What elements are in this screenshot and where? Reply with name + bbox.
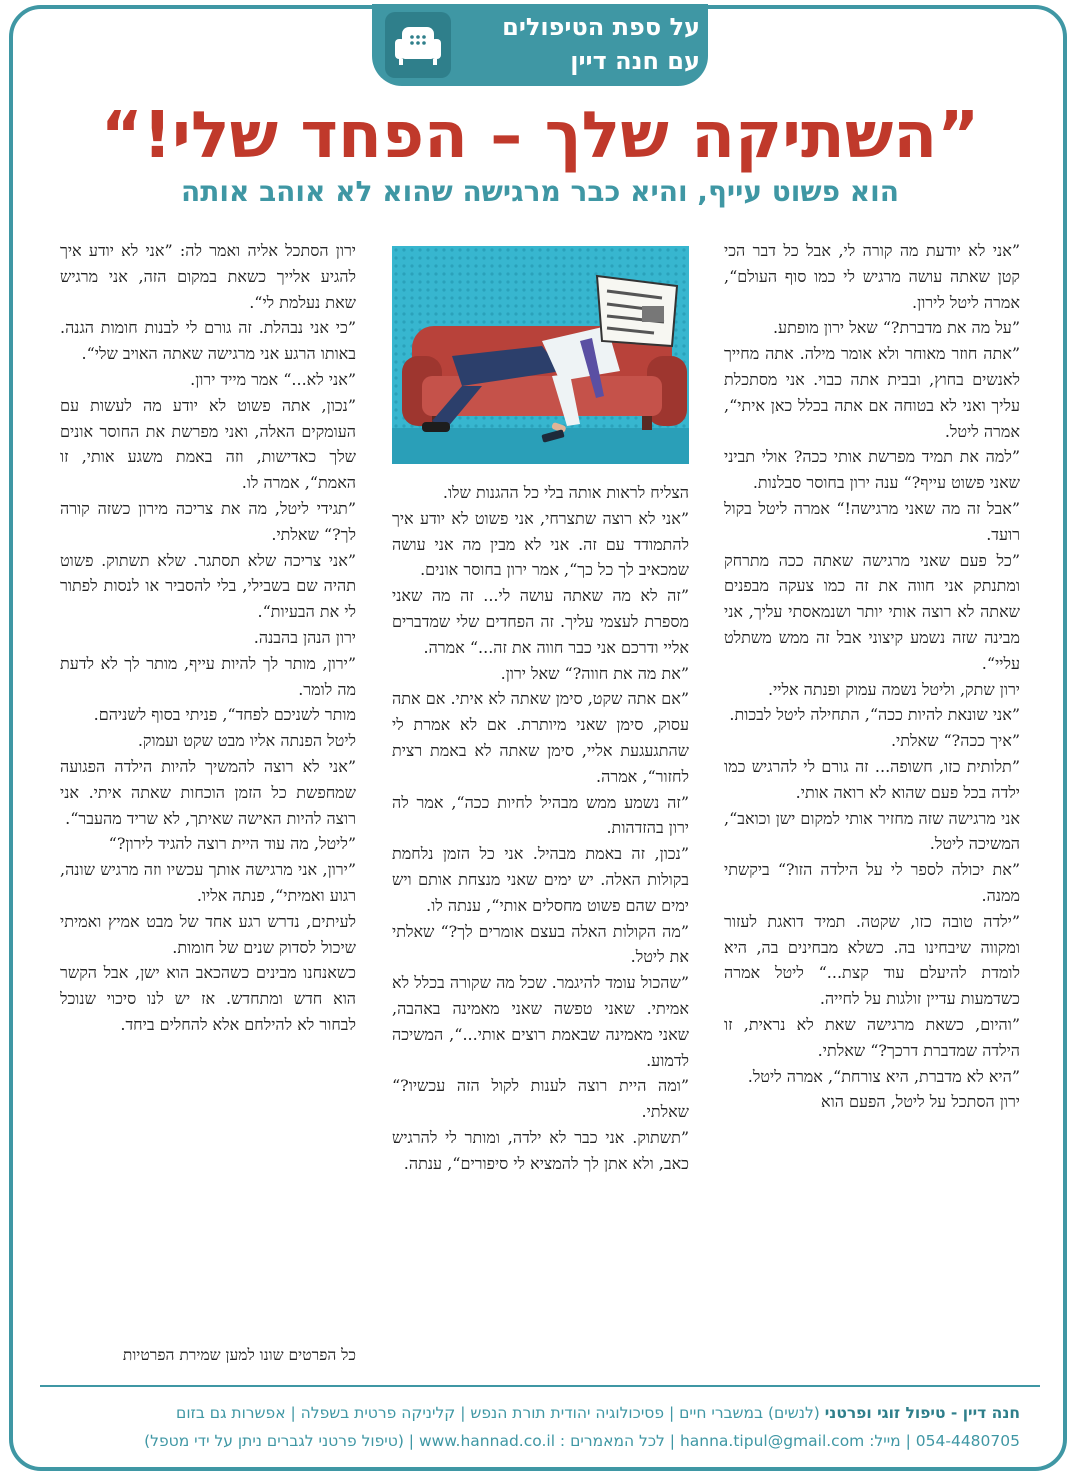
paragraph: מותר לשניכם לפחד“, פניתי בסוף לשניהם. xyxy=(93,705,356,725)
paragraph: ”תלותית כזו, חשופה... זה גורם לי להרגיש כמו ילדה בכל פעם שהוא לא רואה אותי. xyxy=(724,756,1020,802)
article-column-left xyxy=(60,238,356,1328)
paragraph: ”למה את תמיד מפרשת אותי ככה? אולי תביני שאני פשוט עייף?“ ענה ירון בחוסר סבלנות. xyxy=(724,447,1020,493)
paragraph: ”אם אתה שקט, סימן שאתה לא איתי. אם אתה עסוק, סימן שאני מיותרת. אם לא אמרת לי שהתגעגעת אליי, סימן שאתה לא באמת רצית לחזור“, אמרה. xyxy=(392,689,689,786)
paragraph: ”אני לא...“ אמר מייד ירון. xyxy=(190,369,356,389)
paragraph: ”ירון, מותר לך להיות עייף, מותר לך לא לדעת מה לומר. xyxy=(60,653,356,699)
paragraph: ”את מה את חווה?“ שאל ירון. xyxy=(500,663,689,683)
paragraph: ”שהכול עומד להיגמר. שכל מה שקורה בכלל לא אמיתי. שאני טפשה שאני מאמינה באהבה, שאני מאמינה שבאמת רוצים אותי...“, המשיכה לדמוע. xyxy=(392,973,689,1070)
footer-line-1 xyxy=(40,1400,1020,1426)
privacy-note: כל הפרטים שונו למען שמירת הפרטיות xyxy=(122,1346,356,1364)
paragraph: ”ומה היית רוצה לענות לקול הזה עכשיו?“ שאלתי. xyxy=(392,1076,689,1122)
paragraph: לעיתים, נדרש רגע אחד של מבט אמיץ ואמיתי שיכול לסדוק שנים של חומות. xyxy=(60,911,356,957)
paragraph: ”אני לא רוצה להמשיך להיות הילדה הפגועה שמחפשת כל הזמן הוכחות שאתה איתי. אני רוצה להיות האישה שאיתך, לא שריד מהעבר“. xyxy=(60,756,356,828)
paragraph: ”והיום, כשאת מרגישה שאת לא נראית, זו הילדה שמדברת דרכך?“ שאלתי. xyxy=(724,1014,1020,1060)
paragraph: ”אני צריכה שלא תסתגר. שלא תשתוק. פשוט תהיה שם בשבילי, בלי להסביר או לנסות לפתור לי את הבעיות“. xyxy=(60,550,356,622)
paragraph: ירון הסתכל על ליטל, הפעם הוא xyxy=(821,1092,1020,1112)
paragraph: ”ילדה טובה כזו, שקטה. תמיד דואגת לעזור ומקווה שיבחינו בה. כשלא מבחינים בה, היא לומדת להיעלם עוד קצת...“ ליטל אמרה כשדמעות עדיין זולגות על לחייה. xyxy=(724,911,1020,1009)
paragraph: ”אבל זה מה שאני מרגישה!“ אמרה ליטל בקול רועד. xyxy=(724,498,1020,544)
paragraph: ”את יכולה לספר לי על הילדה הזו?“ ביקשתי ממנה. xyxy=(724,860,1020,905)
paragraph: ”אני שונאת להיות ככה“, התחילה ליטל לבכות. xyxy=(729,705,1020,725)
paragraph: ”תגידי ליטל, מה את צריכה מירון כשזה קורה לך?“ שאלתי. xyxy=(60,498,356,544)
article-column-middle xyxy=(392,480,689,1370)
paragraph: ירון הסתכל אליה ואמר לה: ”אני לא יודע איך להגיע אלייך כשאת במקום הזה, אני מרגיש שאת נעלמת לי“. xyxy=(60,241,356,312)
paragraph: ”איך ככה?“ שאלתי. xyxy=(890,731,1020,751)
armchair-icon xyxy=(385,12,451,78)
paragraph: כשאנחנו מבינים כשהכאב הוא ישן, אבל הקשר הוא חדש ומתחדש. אז יש לנו סיכוי שנוכל לבחור לא להילחם אלא להחלים ביחד. xyxy=(60,963,356,1034)
paragraph: ”זה לא מה שאתה עושה לי... זה מה שאני מספרת לעצמי עליך. זה הפחדים שלי שמדברים אליי ודרכם אני כבר חווה את זה...“ אמרה. xyxy=(392,586,689,657)
paragraph: ירון הנהן בהבנה. xyxy=(253,627,356,647)
footer-divider xyxy=(40,1385,1040,1387)
column-author: עם חנה דיין xyxy=(570,47,700,75)
paragraph: ירון שתק, וליטל נשמה עמוק ופנתה אליי. xyxy=(767,679,1020,699)
article-column-right xyxy=(724,238,1020,1368)
paragraph: ”נכון, אתה פשוט לא יודע מה לעשות עם העומקים האלה, ואני מפרשת את החוסר אונים שלך כאדישות, וזה באמת משגע אותי, זו האמת“, אמרה לו. xyxy=(60,395,356,493)
paragraph: ”אני לא רוצה שתצרחי, אני פשוט לא יודע איך להתמודד עם זה. אני לא מבין מה אני עושה שמכאיב לך כל כך“, אמר ירון בחוסר אונים. xyxy=(392,508,689,580)
paragraph: ”ירון, אני מרגישה אותך עכשיו וזה מרגיש שונה, רגוע ואמיתי“, פנתה אליו. xyxy=(60,860,356,905)
article-subtitle: הוא פשוט עייף, והיא כבר מרגישה שהוא לא אוהב אותה xyxy=(181,175,899,208)
footer-contact: 054-4480705 | מייל: hanna.tipul@gmail.com | לכל המאמרים : www.hannad.co.il | (טיפול פרטני לגברים ניתן על ידי מטפל) xyxy=(144,1432,1020,1450)
paragraph: ”אני לא יודעת מה קורה לי, אבל כל דבר הכי קטן שאתה עושה מרגיש לי כמו סוף העולם“, אמרה ליטל לירון. xyxy=(724,241,1020,312)
paragraph: ליטל הפנתה אליו מבט שקט ועמוק. xyxy=(137,731,356,751)
article-title: ”השתיקה שלך – הפחד שלי!“ xyxy=(100,99,980,173)
paragraph: ”ליטל, מה עוד היית רוצה להגיד לירון?“ xyxy=(108,834,356,854)
paragraph: ”מה הקולות האלה בעצם אומרים לך?“ שאלתי את ליטל. xyxy=(392,921,689,967)
paragraph: ”על מה את מדברת?“ שאל ירון מופתע. xyxy=(772,318,1020,338)
paragraph: הצליח לראות אותה בלי כל ההגנות שלו. xyxy=(442,483,689,502)
paragraph: ”כי אני נבהלת. זה גורם לי לבנות חומות הגנה. באותו הרגע אני מרגישה שאתה האויב שלי“. xyxy=(60,318,356,364)
paragraph: ”תשתוק. אני כבר לא ילדה, ומותר לי להרגיש כאב, ולא אתן לך להמציא לי סיפורים“, ענתה. xyxy=(392,1127,689,1173)
paragraph: ”היא לא מדברת, היא צורחת“, אמרה ליטל. xyxy=(747,1066,1020,1086)
paragraph: ”כל פעם שאני מרגישה שאתה ככה מתרחק ומתנתק אני חווה את זה כמו צעקה מבפנים שאתה לא רוצה אותי יותר ושנמאסתי עליך, אני מבינה שזה נשמע קיצוני אבל זה ממש משתלט עליי“. xyxy=(724,550,1020,673)
footer-name-title: חנה דיין - טיפול זוגי ופרטני xyxy=(824,1404,1020,1422)
man-sleeping-on-sofa-with-newspaper-illustration xyxy=(392,246,689,464)
column-header xyxy=(460,10,700,78)
column-name: על ספת הטיפולים xyxy=(502,13,700,41)
footer-services: (לנשים) במשברי חיים | פסיכולוגיה יהודית תורת הנפש | קליניקה פרטית בשפלה | אפשרות גם בזום xyxy=(176,1404,820,1422)
paragraph: אני מרגישה שזה מחזיר אותי למקום ישן וכואב“, המשיכה ליטל. xyxy=(724,808,1020,854)
paragraph: ”נכון, זה באמת מבהיל. אני כל הזמן נלחמת בקולות האלה. יש ימים שאני מנצחת אותם ויש ימים שהם פשוט מחסלים אותי“, ענתה לו. xyxy=(392,844,689,915)
paragraph: ”זה נשמע ממש מבהיל לחיות ככה“, אמר לה ירון בהזדהות. xyxy=(392,792,689,838)
paragraph: ”אתה חוזר מאוחר ולא אומר מילה. אתה מחייך לאנשים בחוץ, ובבית אתה כבוי. אני מסתכלת עליך ואני לא בטוחה אם אתה בכלל כאן איתי“, אמרה ליטל. xyxy=(724,344,1020,441)
